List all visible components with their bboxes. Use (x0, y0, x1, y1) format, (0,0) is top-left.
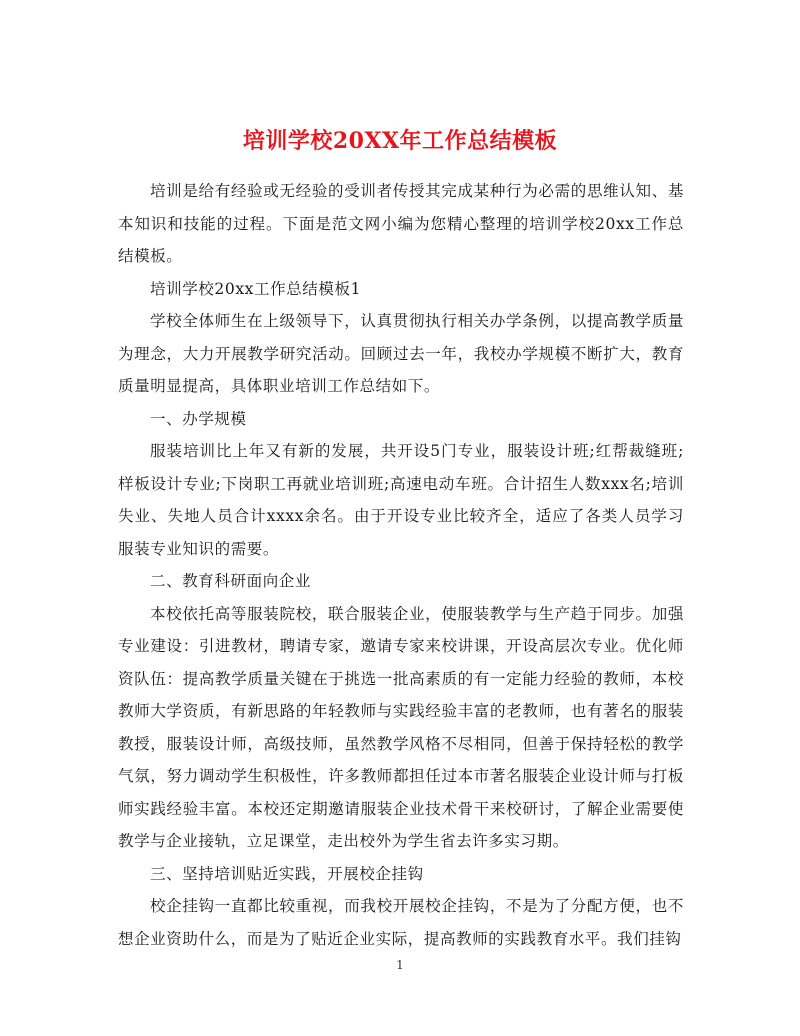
page-number: 1 (396, 958, 404, 972)
document-title: 培训学校20XX年工作总结模板 (242, 127, 558, 154)
section-heading-practice: 三、坚持培训贴近实践，开展校企挂钩 (150, 864, 424, 883)
overview-paragraph: 学校全体师生在上级领导下，认真贯彻执行相关办学条例，以提高教学质量为理念，大力开展教学研究活动。回顾过去一年，我校办学规模不断扩大，教育质量明显提高，具体职业培训工作总结如下。 (118, 312, 684, 395)
document-body (118, 175, 684, 955)
section-heading-scale: 一、办学规模 (150, 409, 247, 428)
scale-paragraph: 服装培训比上年又有新的发展，共开设5门专业，服装设计班;红帮裁缝班;样板设计专业;下岗职工再就业培训班;高速电动车班。合计招生人数xxx名;培训失业、失地人员合计xxxx余名。由于开设专业比较齐全，适应了各类人员学习服装专业知识的需要。 (118, 442, 684, 558)
intro-paragraph: 培训是给有经验或无经验的受训者传授其完成某种行为必需的思维认知、基本知识和技能的过程。下面是范文网小编为您精心整理的培训学校20xx工作总结模板。 (118, 182, 684, 265)
research-paragraph: 本校依托高等服装院校，联合服装企业，使服装教学与生产趋于同步。加强专业建设：引进教材，聘请专家，邀请专家来校讲课，开设高层次专业。优化师资队伍：提高教学质量关键在于挑选一批高素质的有一定能力经验的教师，本校教师大学资质，有新思路的年轻教师与实践经验丰富的老教师，也有著名的服装教授，服装设计师，高级技师，虽然教学风格不尽相同，但善于保持轻松的教学气氛，努力调动学生积极性，许多教师都担任过本市著名服装企业设计师与打板师实践经验丰富。本校还定期邀请服装企业技术骨干来校研讨，了解企业需要使教学与企业接轨，立足课堂，走出校外为学生省去许多实习期。 (118, 604, 684, 850)
section-heading-research: 二、教育科研面向企业 (150, 572, 312, 590)
practice-paragraph: 校企挂钩一直都比较重视，而我校开展校企挂钩，不是为了分配方便，也不想企业资助什么，而是为了贴近企业实际，提高教师的实践教育水平。我们挂钩 (118, 897, 684, 948)
section-heading-template-1: 培训学校20xx工作总结模板1 (150, 279, 362, 298)
